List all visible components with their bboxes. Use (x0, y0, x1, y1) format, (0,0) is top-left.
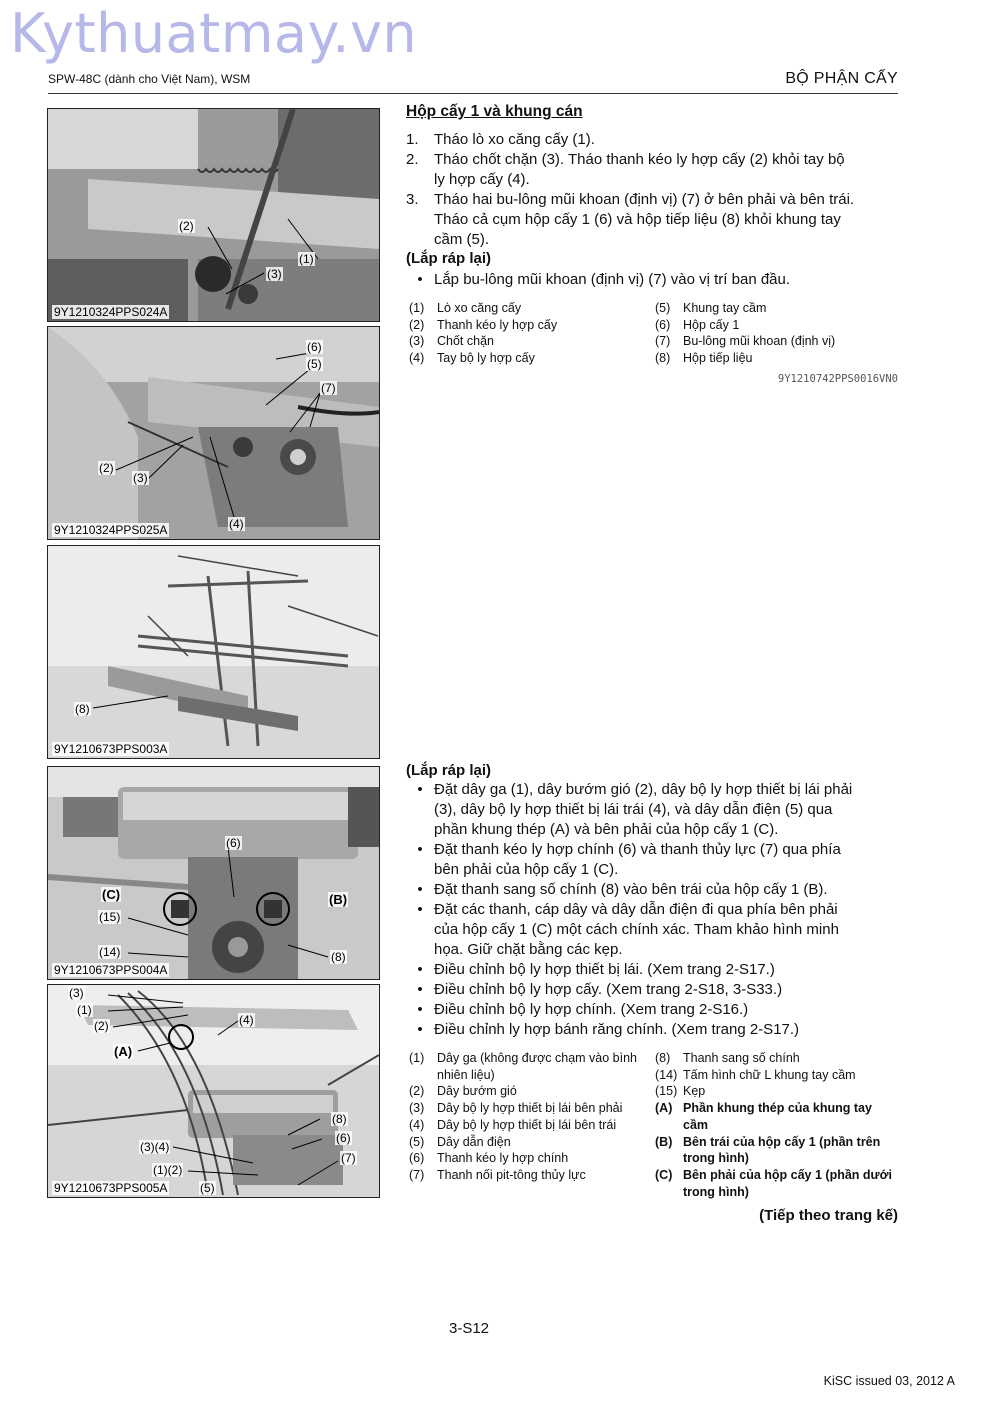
legend-value: Chốt chặn (437, 334, 494, 349)
legend-value: Thanh sang số chính (683, 1051, 800, 1065)
step-line: Tháo cả cụm hộp cấy 1 (6) và hộp tiếp liệu (8) khỏi khung tay (434, 211, 841, 228)
legend-key: (5) (655, 301, 671, 315)
callout: (1)(2) (153, 1163, 183, 1177)
continued-note: (Tiếp theo trang kế) (759, 1207, 898, 1224)
legend-left-2 (409, 1050, 654, 1184)
step-text (434, 130, 595, 150)
step-number: 3. (406, 191, 419, 208)
legend-value: Dây dẫn điện (437, 1134, 511, 1149)
photo-2-illustration (48, 327, 379, 539)
legend-item (409, 1050, 654, 1083)
callout: (A) (114, 1044, 133, 1059)
callout: (6) (226, 836, 241, 850)
legend-item (655, 300, 898, 317)
legend-key: (4) (409, 1117, 425, 1132)
bullet-line: Đặt thanh sang số chính (8) vào bên trái của hộp cấy 1 (B). (434, 881, 828, 898)
photo-id: 9Y1210673PPS005A (54, 1181, 168, 1195)
callout: (5) (307, 357, 322, 371)
legend-key: (3) (409, 334, 425, 349)
legend-item (409, 1083, 654, 1100)
bullet-dot-icon: • (417, 981, 423, 998)
reassembly-heading: (Lắp ráp lại) (406, 250, 492, 267)
callout: (C) (102, 887, 121, 902)
bullet-item (406, 1000, 898, 1020)
watermark: Kythuatmay.vn (10, 2, 418, 65)
legend-key: (4) (409, 351, 425, 366)
photo-3-illustration (48, 546, 379, 758)
legend-key: (3) (409, 1101, 425, 1116)
callout: (8) (332, 1112, 347, 1126)
legend-key: (B) (655, 1134, 673, 1149)
legend-value: Kẹp (683, 1084, 706, 1099)
reassembly-heading-2: (Lắp ráp lại) (406, 762, 492, 779)
legend-item (655, 317, 898, 334)
step-item (406, 190, 898, 250)
bullet-item (406, 270, 898, 290)
bullet-dot-icon: • (417, 1001, 423, 1018)
legend-item (655, 1134, 898, 1167)
legend-key: (7) (655, 334, 671, 349)
bullet-line: bên phải của hộp cấy 1 (C). (434, 861, 619, 878)
callout: (8) (331, 950, 346, 964)
issued-note: KiSC issued 03, 2012 A (823, 1374, 955, 1388)
bullet-item (406, 900, 898, 960)
legend-item (655, 333, 898, 350)
legend-key: (15) (655, 1084, 678, 1099)
legend-key: (2) (409, 317, 425, 332)
legend-item (409, 1117, 654, 1134)
step-line: Tháo chốt chặn (3). Tháo thanh kéo ly hợp cấy (2) khỏi tay bộ (434, 151, 845, 168)
photo-id: 9Y1210673PPS004A (54, 963, 168, 977)
legend-value: Dây bộ ly hợp thiết bị lái bên trái (437, 1117, 617, 1132)
bullet-item (406, 840, 898, 880)
bullet-text (434, 270, 790, 290)
legend-key: (A) (655, 1101, 673, 1116)
legend-item (655, 350, 898, 367)
legend-value: Tay bộ ly hợp cấy (437, 351, 535, 366)
callout: (2) (179, 219, 194, 233)
legend-right (655, 300, 898, 367)
step-line: Tháo hai bu-lông mũi khoan (định vị) (7) ở bên phải và bên trái. (434, 191, 855, 208)
legend-value: Dây bộ ly hợp thiết bị lái bên phải (437, 1101, 623, 1116)
step-number: 2. (406, 151, 419, 168)
callout: (3)(4) (140, 1140, 170, 1154)
photo-5-illustration (48, 985, 379, 1197)
bullet-text (434, 980, 782, 1000)
callout: (5) (200, 1181, 215, 1195)
reassembly-bullets-2 (406, 780, 898, 1040)
legend-value: Bên phải của hộp cấy 1 (phần dưới trong hình) (683, 1167, 892, 1199)
callout: (4) (239, 1013, 254, 1027)
legend-item (409, 317, 654, 334)
bullet-line: Đặt dây ga (1), dây bướm gió (2), dây bộ ly hợp thiết bị lái phải (434, 781, 853, 798)
reassembly-bullets (406, 270, 898, 290)
callout: (1) (77, 1003, 92, 1017)
callout: (6) (307, 340, 322, 354)
bullet-dot-icon: • (417, 901, 423, 918)
legend-key: (C) (655, 1167, 673, 1182)
legend-key: (8) (655, 1051, 671, 1065)
bullet-item (406, 980, 898, 1000)
legend-value: Lò xo căng cấy (437, 301, 522, 315)
legend-key: (5) (409, 1134, 425, 1149)
callout: (2) (99, 461, 114, 475)
bullet-dot-icon: • (417, 1021, 423, 1038)
header-model: SPW-48C (dành cho Việt Nam), WSM (48, 72, 251, 86)
photo-5 (47, 984, 380, 1198)
bullet-text (434, 960, 775, 980)
legend-item (409, 350, 654, 367)
legend-key: (8) (655, 351, 671, 366)
section-title: Hộp cấy 1 và khung cán (406, 103, 583, 120)
callout: (14) (99, 945, 121, 959)
callout: (6) (336, 1131, 351, 1145)
photo-1 (47, 108, 380, 322)
step-number: 1. (406, 131, 419, 148)
callout: (8) (75, 702, 90, 716)
step-line: cầm (5). (434, 231, 490, 248)
bullet-dot-icon: • (417, 881, 423, 898)
legend-key: (6) (655, 317, 671, 332)
bullet-dot-icon: • (417, 271, 423, 288)
bullet-line: (3), dây bộ ly hợp thiết bị lái trái (4), và dây dẫn điện (5) qua (434, 801, 833, 818)
legend-value: Thanh kéo ly hợp cấy (437, 317, 558, 332)
legend-key: (6) (409, 1151, 425, 1166)
step-line: Tháo lò xo căng cấy (1). (434, 131, 595, 148)
legend-item (409, 333, 654, 350)
legend-item (409, 1150, 654, 1167)
photo-id: 9Y1210324PPS024A (54, 305, 168, 319)
legend-item (409, 1100, 654, 1117)
bullet-line: Điều chỉnh bộ ly hợp cấy. (Xem trang 2-S18, 3-S33.) (434, 981, 783, 998)
callout: (7) (341, 1151, 356, 1165)
callout: (15) (99, 910, 121, 924)
step-text (434, 190, 854, 250)
legend-value: Tấm hình chữ L khung tay cầm (683, 1067, 856, 1082)
bullet-text (434, 900, 839, 960)
callout: (4) (229, 517, 244, 531)
legend-item (655, 1167, 898, 1200)
bullet-line: phần khung thép (A) và bên phải của hộp cấy 1 (C). (434, 821, 779, 838)
callout: (3) (133, 471, 148, 485)
legend-value: Thanh kéo ly hợp chính (437, 1151, 569, 1166)
bullet-item (406, 960, 898, 980)
photo-1-illustration (48, 109, 379, 321)
legend-item (409, 1134, 654, 1151)
legend-key: (14) (655, 1067, 678, 1082)
callout: (7) (321, 381, 336, 395)
callout: (1) (299, 252, 314, 266)
callout: (2) (94, 1019, 109, 1033)
callout: (3) (267, 267, 282, 281)
legend-item (655, 1083, 898, 1100)
legend-value: Phần khung thép của khung tay cầm (683, 1101, 872, 1132)
legend-key: (1) (409, 1051, 425, 1065)
bullet-text (434, 1020, 799, 1040)
photo-3 (47, 545, 380, 759)
bullet-text (434, 840, 841, 880)
header-section: BỘ PHẬN CẤY (785, 70, 898, 87)
callout: (3) (69, 986, 84, 1000)
photo-4 (47, 766, 380, 980)
photo-id: 9Y1210324PPS025A (54, 523, 168, 537)
step-text (434, 150, 845, 190)
legend-value: Hộp cấy 1 (683, 317, 740, 332)
legend-item (409, 300, 654, 317)
bullet-item (406, 880, 898, 900)
document-code: 9Y1210742PPS0016VN0 (777, 373, 898, 385)
legend-left (409, 300, 654, 367)
legend-value: Khung tay cầm (683, 301, 767, 315)
legend-right-2 (655, 1050, 898, 1200)
step-item (406, 130, 898, 150)
legend-key: (7) (409, 1167, 425, 1182)
legend-value: Dây bướm gió (437, 1084, 517, 1099)
header-rule (48, 93, 898, 94)
bullet-text (434, 780, 852, 840)
bullet-line: Điều chỉnh bộ ly hợp chính. (Xem trang 2-S16.) (434, 1001, 749, 1018)
bullet-line: Đặt thanh kéo ly hợp chính (6) và thanh thủy lực (7) qua phía (434, 841, 841, 858)
callout: (B) (329, 892, 348, 907)
bullet-line: của hộp cấy 1 (C) một cách chính xác. Tham khảo hình minh (434, 921, 839, 938)
bullet-line: họa. Giữ chặt bằng các kẹp. (434, 941, 623, 958)
bullet-text (434, 880, 828, 900)
legend-key: (1) (409, 301, 425, 315)
photo-2 (47, 326, 380, 540)
photo-id: 9Y1210673PPS003A (54, 742, 168, 756)
legend-key: (2) (409, 1084, 425, 1099)
legend-value: Thanh nối pit-tông thủy lực (437, 1167, 586, 1182)
bullet-dot-icon: • (417, 841, 423, 858)
bullet-line: Điều chỉnh ly hợp bánh răng chính. (Xem trang 2-S17.) (434, 1021, 800, 1038)
legend-value: Bu-lông mũi khoan (định vị) (683, 334, 836, 349)
page-number: 3-S12 (449, 1320, 490, 1337)
legend-item (655, 1050, 898, 1067)
legend-item (409, 1167, 654, 1184)
legend-value: Bên trái của hộp cấy 1 (phần trên trong hình) (683, 1134, 881, 1166)
bullet-line: Lắp bu-lông mũi khoan (định vị) (7) vào vị trí ban đầu. (434, 271, 791, 288)
bullet-text (434, 1000, 748, 1020)
bullet-dot-icon: • (417, 961, 423, 978)
legend-item (655, 1067, 898, 1084)
bullet-item (406, 780, 898, 840)
bullet-item (406, 1020, 898, 1040)
legend-value: Hộp tiếp liệu (683, 351, 753, 366)
step-item (406, 150, 898, 190)
bullet-line: Điều chỉnh bộ ly hợp thiết bị lái. (Xem trang 2-S17.) (434, 961, 775, 978)
steps-list (406, 130, 898, 250)
legend-item (655, 1100, 898, 1133)
bullet-line: Đặt các thanh, cáp dây và dây dẫn điện đi qua phía bên phải (434, 901, 838, 918)
bullet-dot-icon: • (417, 781, 423, 798)
legend-value: Dây ga (không được chạm vào bình nhiên liệu) (437, 1051, 638, 1082)
step-line: ly hợp cấy (4). (434, 171, 530, 188)
